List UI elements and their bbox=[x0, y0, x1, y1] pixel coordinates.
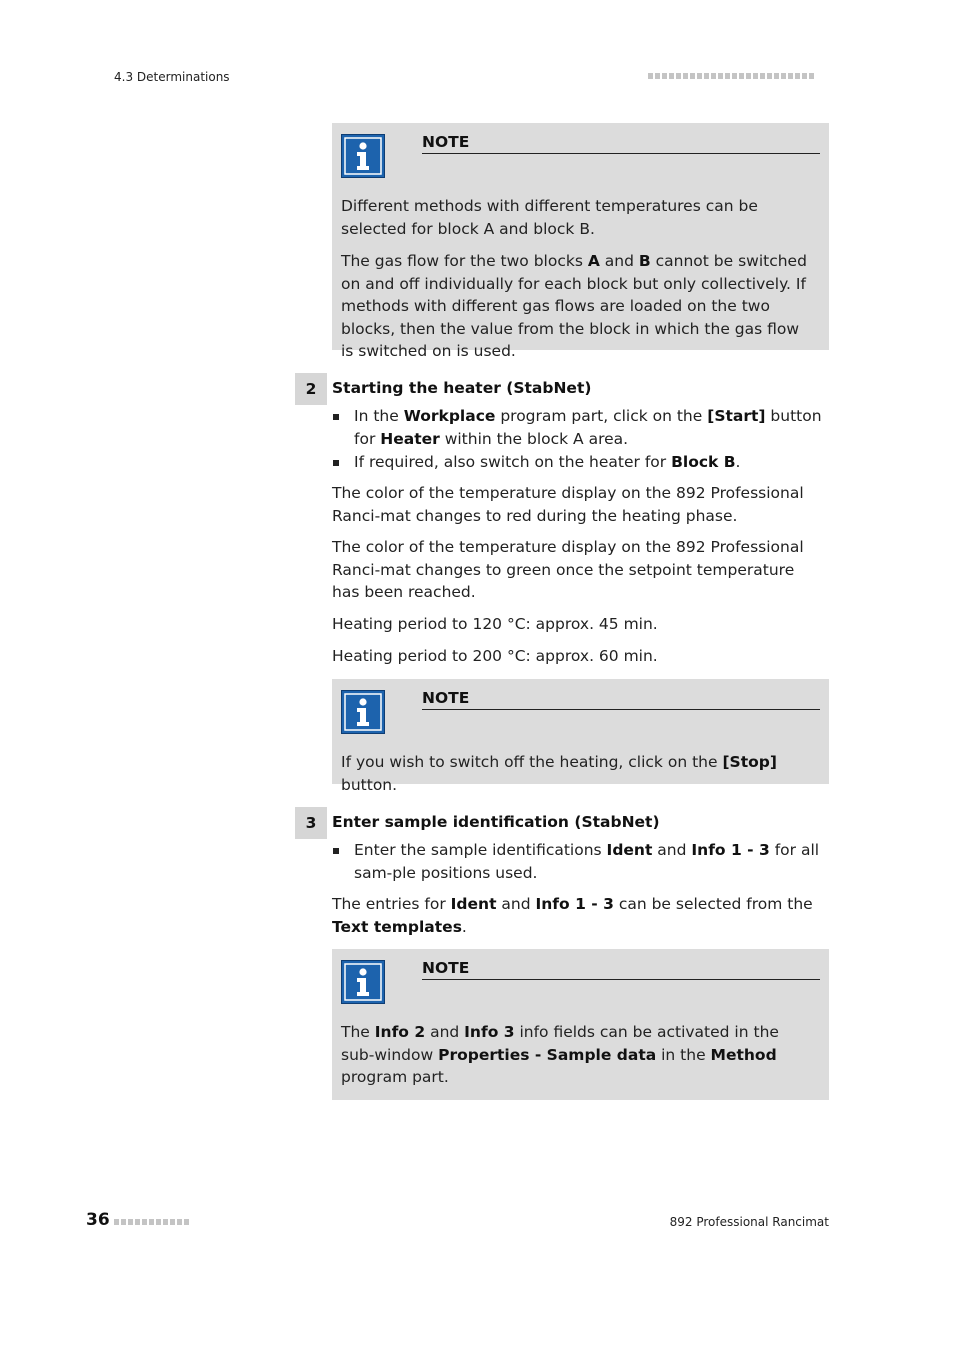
note-body bbox=[341, 195, 815, 373]
footer-decoration bbox=[114, 1219, 189, 1225]
step-number: 2 bbox=[295, 373, 327, 405]
info-icon bbox=[341, 960, 385, 1004]
header-section: 4.3 Determinations bbox=[114, 70, 230, 84]
note-title: NOTE bbox=[422, 689, 820, 710]
note-box-stop-heating bbox=[332, 679, 829, 794]
list-item: In the Workplace program part, click on the [Start] button for Heater within the block A area. bbox=[332, 405, 822, 450]
note-body bbox=[341, 1021, 815, 1099]
note-box-info-fields bbox=[332, 949, 829, 1100]
info-icon bbox=[341, 690, 385, 734]
header-decoration bbox=[648, 73, 814, 79]
step-bullet-list bbox=[332, 839, 822, 885]
paragraph: Heating period to 120 °C: approx. 45 min. bbox=[332, 615, 658, 633]
paragraph: The entries for Ident and Info 1 - 3 can be selected from the Text templates. bbox=[332, 895, 813, 936]
paragraph: The color of the temperature display on the 892 Professional Ranci-mat changes to green once the setpoint temperature has been reached. bbox=[332, 538, 804, 601]
note-body bbox=[341, 751, 815, 806]
note-title: NOTE bbox=[422, 133, 820, 154]
note-title: NOTE bbox=[422, 959, 820, 980]
step-number: 3 bbox=[295, 807, 327, 839]
paragraph: The color of the temperature display on the 892 Professional Ranci-mat changes to red during the heating phase. bbox=[332, 484, 804, 525]
footer-product: 892 Professional Rancimat bbox=[669, 1215, 829, 1229]
note-paragraph: Different methods with different temperatures can be selected for block A and block B. bbox=[341, 197, 758, 238]
info-icon bbox=[341, 134, 385, 178]
note-paragraph: If you wish to switch off the heating, click on the [Stop] button. bbox=[341, 753, 777, 794]
note-box-gas-flow bbox=[332, 123, 829, 360]
page-number: 36 bbox=[86, 1210, 110, 1230]
paragraph: Heating period to 200 °C: approx. 60 min. bbox=[332, 647, 658, 665]
step-title: Starting the heater (StabNet) bbox=[332, 379, 592, 397]
note-paragraph: The gas flow for the two blocks A and B cannot be switched on and off individually for each block but only collectively. If methods with different gas flows are loaded on the two blocks, then the value from the block in which the gas flow is switched on is used. bbox=[341, 252, 807, 360]
step-bullet-list bbox=[332, 405, 822, 475]
list-item: If required, also switch on the heater for Block B. bbox=[332, 451, 822, 474]
note-paragraph: The Info 2 and Info 3 info fields can be activated in the sub-window Properties - Sample data in the Method program part. bbox=[341, 1023, 779, 1086]
list-item: Enter the sample identifications Ident and Info 1 - 3 for all sam-ple positions used. bbox=[332, 839, 822, 884]
step-title: Enter sample identification (StabNet) bbox=[332, 813, 660, 831]
